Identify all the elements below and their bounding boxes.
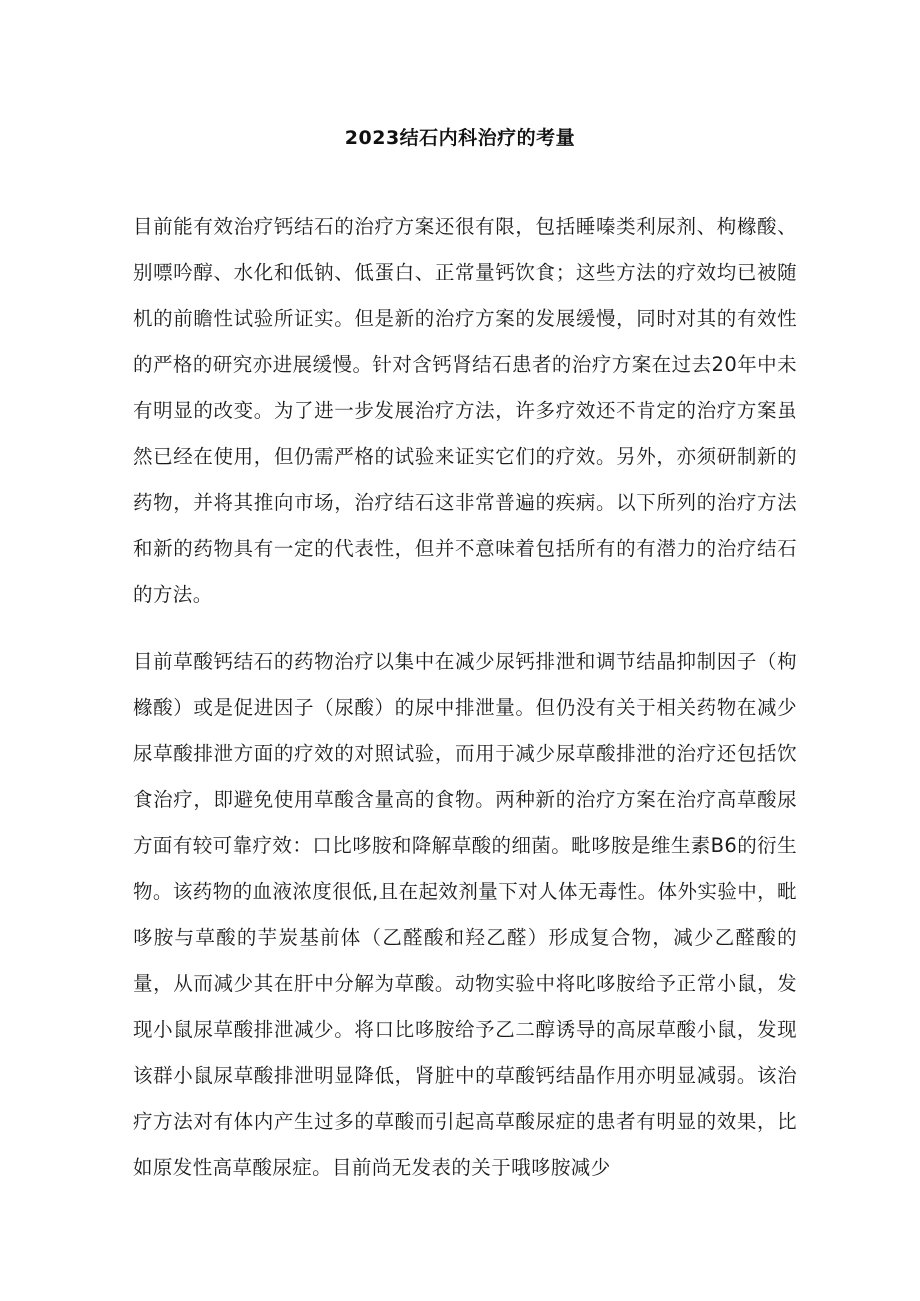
paragraph-1: 目前能有效治疗钙结石的治疗方案还很有限，包括睡嗪类利尿剂、枸橼酸、别嘌吟醇、水化和低钠、低蛋白、正常量钙饮食；这些方法的疗效均已被随机的前瞻性试验所证实。但是新的治疗方案的发展缓慢，同时对其的有效性的严格的研究亦进展缓慢。针对含钙肾结石患者的治疗方案在过去20年中未有明显的改变。为了进一步发展治疗方法，许多疗效还不肯定的治疗方案虽然已经在使用，但仍需严格的试验来证实它们的疗效。另外，亦须研制新的药物，并将其推向市场，治疗结石这非常普遍的疾病。以下所列的治疗方法和新的药物具有一定的代表性，但并不意味着包括所有的有潜力的治疗结石的方法。 — [133, 215, 797, 606]
document-title: 2023结石内科治疗的考量 — [344, 127, 576, 149]
paragraph-2: 目前草酸钙结石的药物治疗以集中在减少尿钙排泄和调节结晶抑制因子（枸橼酸）或是促进因子（尿酸）的尿中排泄量。但仍没有关于相关药物在减少尿草酸排泄方面的疗效的对照试验，而用于减少尿草酸排泄的治疗还包括饮食治疗，即避免使用草酸含量高的食物。两种新的治疗方案在治疗高草酸尿方面有较可靠疗效：口比哆胺和降解草酸的细菌。毗哆胺是维生素B6的衍生物。该药物的血液浓度很低,且在起效剂量下对人体无毒性。体外实验中，毗哆胺与草酸的芋炭基前体（乙醛酸和羟乙醛）形成复合物，减少乙醛酸的量，从而减少其在肝中分解为草酸。动物实验中将叱哆胺给予正常小鼠，发现小鼠尿草酸排泄减少。将口比哆胺给予乙二醇诱导的高尿草酸小鼠，发现该群小鼠尿草酸排泄明显降低，肾脏中的草酸钙结晶作用亦明显减弱。该治疗方法对有体内产生过多的草酸而引起高草酸尿症的患者有明显的效果，比如原发性高草酸尿症。目前尚无发表的关于哦哆胺减少 — [133, 650, 797, 1179]
